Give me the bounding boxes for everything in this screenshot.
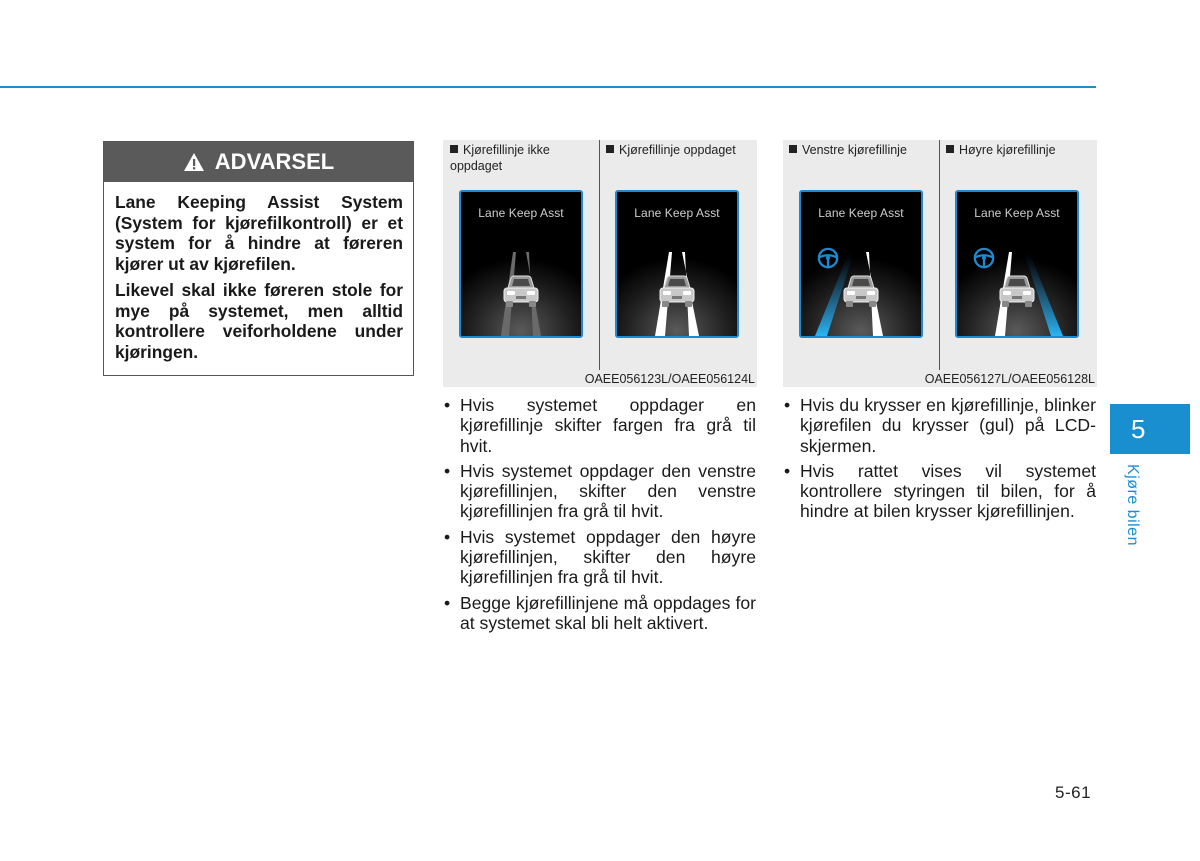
cluster-screen <box>799 190 923 338</box>
cluster-screen <box>955 190 1079 338</box>
figure-divider <box>939 140 940 370</box>
top-rule <box>0 86 1096 88</box>
warning-header <box>104 142 413 182</box>
warning-body <box>104 182 413 362</box>
warning-paragraph: Lane Keeping Assist System (System for kjørefilkontroll) er et system for å hindre at føreren kjører ut av kjørefilen. <box>115 192 403 274</box>
screen-title: Lane Keep Asst <box>634 206 720 220</box>
figure-lane-detection <box>443 140 757 387</box>
figure-divider <box>599 140 600 370</box>
warning-box <box>103 141 414 376</box>
warning-paragraph: Likevel skal ikke føreren stole for mye på systemet, men alltid kontrollere veiforholdene under kjøringen. <box>115 280 403 362</box>
figure-label: Kjørefillinje ikke oppdaget <box>450 143 550 173</box>
figure-label: Høyre kjørefillinje <box>946 142 1056 158</box>
chapter-tab[interactable] <box>1110 404 1190 454</box>
bullet-list-left <box>443 395 756 638</box>
warning-title: ADVARSEL <box>214 149 335 174</box>
page-number: 5-61 <box>1055 783 1092 802</box>
list-item: • Begge kjørefillinjene må oppdages for at systemet skal bli helt aktivert. <box>443 593 756 634</box>
list-item: • Hvis du krysser en kjørefillinje, blinker kjørefilen du krysser (gul) på LCD-skjermen. <box>783 395 1096 456</box>
figure-lane-departure <box>783 140 1097 387</box>
warning-triangle-icon <box>183 152 205 172</box>
screen-title: Lane Keep Asst <box>974 206 1060 220</box>
list-item: • Hvis rattet vises vil systemet kontrollere styringen til bilen, for å hindre at bilen krysser kjørefillinjen. <box>783 461 1096 522</box>
bullet-list-right <box>783 395 1096 527</box>
chapter-title: Kjøre bilen <box>1124 464 1141 546</box>
figure-label: Venstre kjørefillinje <box>789 142 907 158</box>
chapter-number: 5 <box>1131 413 1146 444</box>
figure-code: OAEE056127L/OAEE056128L <box>924 372 1095 386</box>
cluster-screen <box>615 190 739 338</box>
figure-code: OAEE056123L/OAEE056124L <box>584 372 755 386</box>
figure-label: Kjørefillinje oppdaget <box>606 142 736 158</box>
list-item: • Hvis systemet oppdager den venstre kjørefillinjen, skifter den venstre kjørefillinjen fra grå til hvit. <box>443 461 756 522</box>
screen-title: Lane Keep Asst <box>478 206 564 220</box>
list-item: • Hvis systemet oppdager den høyre kjørefillinjen, skifter den høyre kjørefillinjen fra grå til hvit. <box>443 527 756 588</box>
screen-title: Lane Keep Asst <box>818 206 904 220</box>
cluster-screen <box>459 190 583 338</box>
list-item: • Hvis systemet oppdager en kjørefillinje skifter fargen fra grå til hvit. <box>443 395 756 456</box>
